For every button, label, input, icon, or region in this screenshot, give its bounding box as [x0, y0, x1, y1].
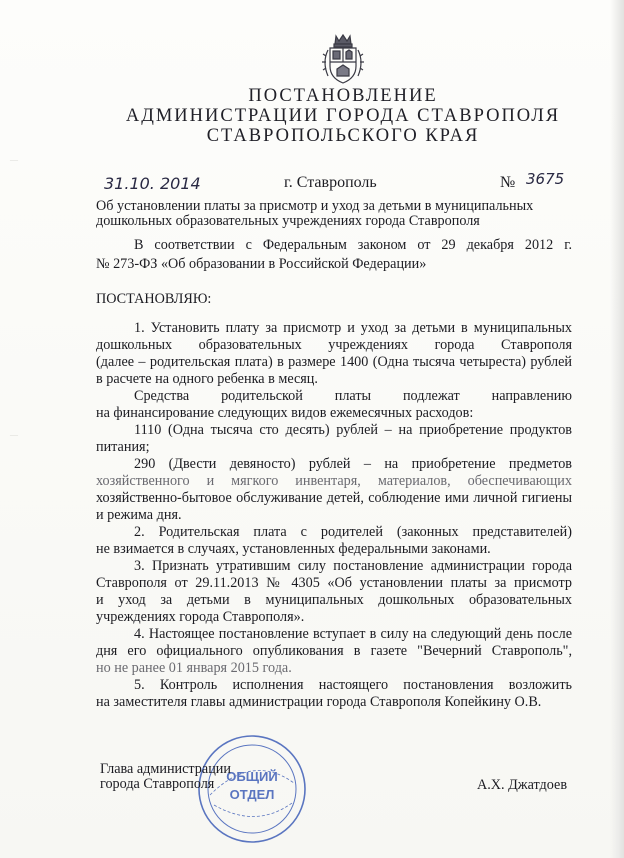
signatory-title: [100, 762, 231, 792]
paragraph-line: (далее – родительская плата) в размере 1400 (Одна тысяча четыреста) рублей: [96, 354, 572, 370]
paragraph-line: дошкольных образовательных учреждениях города Ставрополя: [96, 337, 572, 353]
paragraph-line: не взимается в случаях, установленных федеральными законами.: [96, 541, 491, 557]
paragraph-line: хозяйственного и мягкого инвентаря, материалов, обеспечивающих: [96, 473, 572, 489]
stamp-text: ОБЩИЙ: [226, 769, 278, 784]
document-subject: [96, 199, 533, 229]
coat-of-arms-icon: [318, 32, 368, 86]
document-city: г. Ставрополь: [284, 174, 377, 191]
paragraph-line: и режима дня.: [96, 507, 182, 523]
signatory-title-line: города Ставрополя: [100, 776, 215, 792]
paragraph-line: 290 (Двести девяносто) рублей – на приобретение предметов: [134, 456, 572, 472]
scan-mark: —: [10, 155, 18, 164]
document-number-prefix: №: [500, 174, 516, 191]
paragraph-line: 1110 (Одна тысяча сто десять) рублей – на приобретение продуктов: [134, 422, 572, 438]
document-number: 3675: [526, 170, 565, 188]
issuer-title: АДМИНИСТРАЦИИ ГОРОДА СТАВРОПОЛЯ: [125, 106, 561, 126]
paragraph-line: 1. Установить плату за присмотр и уход за детьми в муниципальных: [134, 320, 572, 336]
subject-line: дошкольных образовательных учреждениях города Ставрополя: [96, 213, 480, 229]
paragraph-line: питания;: [96, 439, 150, 455]
paragraph-line: 3. Признать утратившим силу постановление администрации города: [134, 558, 572, 574]
preamble-line: В соответствии с Федеральным законом от 29 декабря 2012 г.: [134, 237, 572, 253]
paragraph-line: в расчете на одного ребенка в месяц.: [96, 371, 318, 387]
paragraph-line: на финансирование следующих видов ежемесячных расходов:: [96, 405, 474, 421]
paragraph-line: но не ранее 01 января 2015 года.: [96, 660, 292, 676]
paragraph-line: дня его официального опубликования в газете "Вечерний Ставрополь",: [96, 643, 572, 659]
signatory-title-line: Глава администрации: [100, 761, 231, 777]
doc-type-title: ПОСТАНОВЛЕНИЕ: [248, 86, 438, 106]
subject-line: Об установлении платы за присмотр и уход за детьми в муниципальных: [96, 198, 534, 214]
paragraph-line: Ставрополя от 29.11.2013 № 4305 «Об установлении платы за присмотр: [96, 575, 572, 591]
region-title: СТАВРОПОЛЬСКОГО КРАЯ: [206, 126, 480, 146]
document-date: 31.10. 2014: [104, 174, 201, 193]
paragraph-line: и уход за детьми в муниципальных дошкольных образовательных: [96, 592, 572, 608]
resolve-heading: ПОСТАНОВЛЯЮ:: [96, 291, 212, 307]
paragraph-line: на заместителя главы администрации города Ставрополя Копейкину О.В.: [96, 694, 542, 710]
paragraph-line: 5. Контроль исполнения настоящего постановления возложить: [134, 677, 572, 693]
preamble-line: № 273-ФЗ «Об образовании в Российской Федерации»: [96, 256, 427, 272]
paragraph-line: 2. Родительская плата с родителей (законных представителей): [134, 524, 572, 540]
stamp-text: ОТДЕЛ: [229, 787, 275, 802]
scan-mark: —: [10, 430, 18, 439]
paragraph-line: Средства родительской платы подлежат направлению: [134, 388, 572, 404]
paragraph-line: хозяйственно-бытовое обслуживание детей, соблюдение ими личной гигиены: [96, 490, 572, 506]
signatory-name: А.Х. Джатдоев: [477, 777, 568, 793]
paragraph-line: учреждениях города Ставрополя».: [96, 609, 305, 625]
paragraph-line: 4. Настоящее постановление вступает в силу на следующий день после: [134, 626, 572, 642]
